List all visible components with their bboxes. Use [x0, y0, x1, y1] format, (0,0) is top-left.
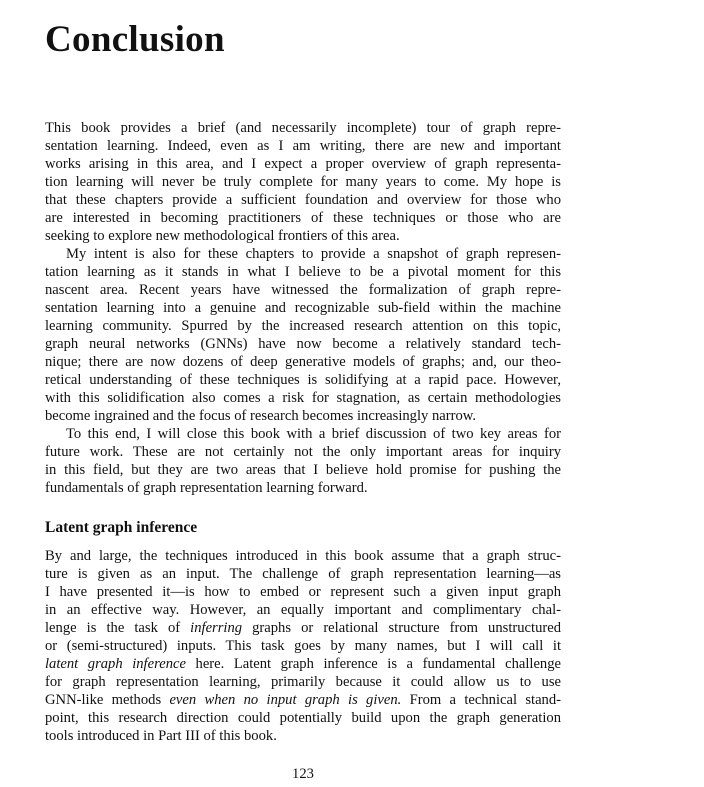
- text-span: here. Latent graph inference is a fundamental challenge: [185, 656, 561, 672]
- text-line: [45, 637, 561, 655]
- text-span: This book provides a brief (and necessarily incomplete) tour of graph repre-: [45, 120, 561, 136]
- text-line: [45, 443, 561, 461]
- emphasis-text: latent graph inference: [45, 656, 186, 672]
- text-span: retical understanding of these techniques is solidifying at a rapid pace. However,: [45, 372, 561, 388]
- text-span: I have presented it—is how to embed or represent such a given input graph: [45, 584, 561, 600]
- text-line: [45, 601, 561, 619]
- text-line: [45, 691, 561, 709]
- text-line: [45, 173, 561, 191]
- text-span: graph neural networks (GNNs) have now become a relatively standard tech-: [45, 336, 561, 352]
- text-span: sentation learning. Indeed, even as I am writing, there are new and important: [45, 138, 561, 154]
- text-line: [45, 299, 561, 317]
- page-title: Conclusion: [45, 19, 225, 60]
- text-span: with this solidification also comes a risk for stagnation, as certain methodologies: [45, 390, 561, 406]
- page-number: 123: [292, 766, 314, 782]
- text-line: [45, 673, 561, 691]
- text-span: in this field, but they are two areas that I believe hold promise for pushing the: [45, 462, 561, 478]
- text-line: [45, 317, 561, 335]
- text-span: GNN-like methods: [45, 692, 170, 708]
- text-line: [45, 209, 561, 227]
- text-line: [45, 425, 561, 443]
- text-line: [45, 727, 561, 745]
- section-heading: Latent graph inference: [45, 519, 198, 536]
- text-line: [45, 583, 561, 601]
- text-span: for graph representation learning, primarily because it could allow us to use: [45, 674, 561, 690]
- paragraph: [45, 245, 561, 425]
- text-line: [45, 263, 561, 281]
- text-line: [45, 565, 561, 583]
- text-line: [45, 461, 561, 479]
- text-span: tation learning as it stands in what I believe to be a pivotal moment for this: [45, 264, 561, 280]
- text-span: My intent is also for these chapters to provide a snapshot of graph represen-: [66, 246, 561, 262]
- text-line: [45, 137, 561, 155]
- text-span: or (semi-structured) inputs. This task goes by many names, but I will call it: [45, 638, 561, 654]
- section-text: [45, 547, 561, 745]
- text-span: tools introduced in Part III of this book.: [45, 728, 277, 744]
- text-span: works arising in this area, and I expect a proper overview of graph representa-: [45, 156, 561, 172]
- text-span: ture is given as an input. The challenge of graph representation learning—as: [45, 566, 561, 582]
- text-line: [45, 155, 561, 173]
- text-line: [45, 227, 561, 245]
- text-line: [45, 709, 561, 727]
- text-line: [45, 371, 561, 389]
- text-span: in an effective way. However, an equally important and complimentary chal-: [45, 602, 561, 618]
- text-line: [45, 655, 561, 673]
- text-line: [45, 245, 561, 263]
- text-line: [45, 407, 561, 425]
- text-line: [45, 281, 561, 299]
- text-line: [45, 119, 561, 137]
- text-line: [45, 191, 561, 209]
- text-line: [45, 389, 561, 407]
- text-span: From a technical stand-: [401, 692, 561, 708]
- text-span: nascent area. Recent years have witnessed the formalization of graph repre-: [45, 282, 561, 298]
- text-span: are interested in becoming practitioners of these techniques or those who are: [45, 210, 561, 226]
- text-span: tion learning will never be truly complete for many years to come. My hope is: [45, 174, 561, 190]
- text-span: graphs or relational structure from unstructured: [242, 620, 561, 636]
- text-span: By and large, the techniques introduced in this book assume that a graph struc-: [45, 548, 561, 564]
- emphasis-text: inferring: [190, 620, 243, 636]
- intro-text: [45, 119, 561, 497]
- paragraph: [45, 119, 561, 245]
- paragraph: [45, 425, 561, 497]
- text-span: fundamentals of graph representation learning forward.: [45, 480, 368, 496]
- text-span: that these chapters provide a sufficient foundation and overview for those who: [45, 192, 561, 208]
- text-span: nique; there are now dozens of deep generative models of graphs; and, our theo-: [45, 354, 561, 370]
- emphasis-text: even when no input graph is given.: [169, 692, 402, 708]
- text-line: [45, 479, 561, 497]
- text-span: seeking to explore new methodological frontiers of this area.: [45, 228, 400, 244]
- text-line: [45, 353, 561, 371]
- text-span: future work. These are not certainly not the only important areas for inquiry: [45, 444, 561, 460]
- text-line: [45, 619, 561, 637]
- text-span: point, this research direction could potentially build upon the graph generation: [45, 710, 561, 726]
- text-span: sentation learning into a genuine and recognizable sub-field within the machine: [45, 300, 561, 316]
- text-span: lenge is the task of: [45, 620, 191, 636]
- paragraph: [45, 547, 561, 745]
- text-span: To this end, I will close this book with a brief discussion of two key areas for: [66, 426, 561, 442]
- text-line: [45, 335, 561, 353]
- text-line: [45, 547, 561, 565]
- text-span: become ingrained and the focus of research becomes increasingly narrow.: [45, 408, 477, 424]
- text-span: learning community. Spurred by the increased research attention on this topic,: [45, 318, 561, 334]
